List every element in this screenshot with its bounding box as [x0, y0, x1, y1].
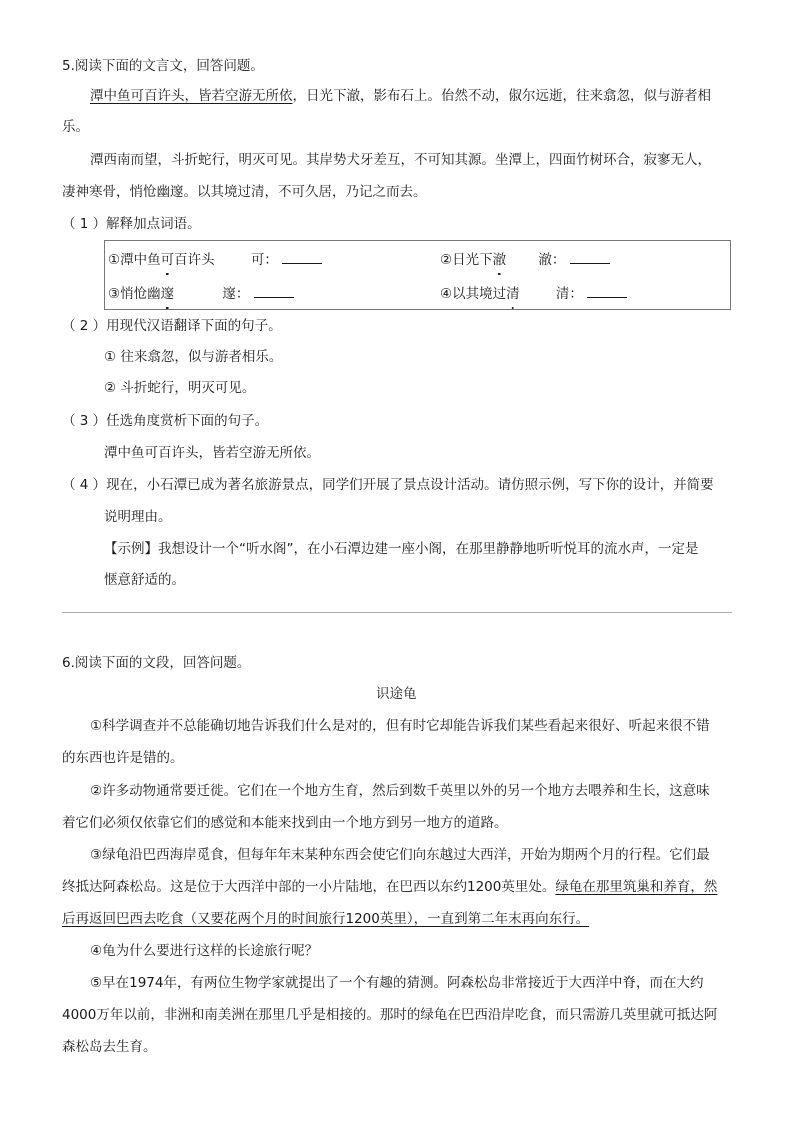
example-text-cont: 惬意舒适的。	[104, 572, 185, 588]
translate-item-1: ① 往来翕忽，似与游者相乐。	[104, 349, 283, 365]
q5-title: 5.阅读下面的文言文，回答问题。	[62, 58, 264, 74]
vocab-item-4: ④以其境过清 清：	[440, 283, 627, 304]
dotted-word: 邃	[160, 286, 175, 302]
example-text: 【示例】我想设计一个“听水阁”，在小石潭边建一座小阁，在那里静静地听听悦耳的流水声，一定是	[104, 541, 699, 557]
q5-sub1-prompt: （ 1 ）解释加点词语。	[62, 216, 201, 232]
answer-blank[interactable]	[254, 283, 294, 298]
para-5-cont: 森松岛去生育。	[62, 1039, 157, 1055]
q5-sub3-sentence: 潭中鱼可百许头，皆若空游无所依。	[104, 445, 320, 461]
vocab-item-2: ②日光下澈 澈：	[440, 249, 610, 270]
dotted-word: 可	[160, 252, 175, 268]
q6-title: 6.阅读下面的文段，回答问题。	[62, 655, 251, 671]
para-1: ①科学调查并不总能确切地告诉我们什么是对的，但有时它却能告诉我们某些看起来很好、听起来很不错	[90, 718, 710, 734]
answer-blank[interactable]	[570, 249, 610, 264]
q5-sub4-prompt: （ 4 ）现在，小石潭已成为著名旅游景点，同学们开展了景点设计活动。请仿照示例，写下你的设计，并简要	[62, 477, 714, 493]
q5-passage-line: 潭中鱼可百许头，皆若空游无所依，日光下澈，影布石上。佁然不动，俶尔远逝，往来翕忽，似与游者相	[90, 88, 711, 104]
para-3: ③绿龟沿巴西海岸觅食，但每年年末某种东西会使它们向东越过大西洋，开始为期两个月的行程。它们最	[90, 847, 710, 863]
para-3-cont: 终抵达阿森松岛。这是位于大西洋中部的一小片陆地，在巴西以东约1200英里处。绿龟在那里筑巢和养育，然	[62, 879, 718, 895]
para-3-cont	[62, 909, 589, 929]
vocab-item-1: ①潭中鱼可百许头 可：	[108, 249, 322, 270]
section-divider	[62, 612, 732, 613]
underlined-sentence: 绿龟在那里筑巢和养育，然	[555, 879, 718, 895]
vocab-item-3: ③悄怆幽邃 邃：	[108, 283, 294, 304]
para-2-cont: 着它们必须仅依靠它们的感觉和本能来找到由一个地方到另一地方的道路。	[62, 815, 508, 831]
answer-blank[interactable]	[587, 283, 627, 298]
q5-passage-line: 凄神寒骨，悄怆幽邃。以其境过清，不可久居，乃记之而去。	[62, 184, 427, 200]
underlined-sentence: 潭中鱼可百许头，皆若空游无所依	[90, 88, 293, 104]
q5-passage-line: 乐。	[62, 119, 89, 135]
underlined-sentence: 后再返回巴西去吃食（又要花两个月的时间旅行1200英里），一直到第二年末再向东行。	[62, 911, 590, 927]
q5-passage-line: 潭西南而望，斗折蛇行，明灭可见。其岸势犬牙差互，不可知其源。坐潭上，四面竹树环合，寂寥无人，	[90, 152, 711, 168]
para-5-cont: 4000万年以前，非洲和南美洲在那里几乎是相接的。那时的绿龟在巴西沿岸吃食，而只需游几英里就可抵达阿	[62, 1007, 718, 1023]
vocab-table	[104, 240, 731, 310]
para-1-cont: 的东西也许是错的。	[62, 750, 184, 766]
para-2: ②许多动物通常要迁徙。它们在一个地方生育，然后到数千英里以外的另一个地方去喂养和生长，这意味	[90, 783, 710, 799]
q5-sub3-prompt: （ 3 ）任选角度赏析下面的句子。	[62, 413, 269, 429]
q5-sub2-prompt: （ 2 ）用现代汉语翻译下面的句子。	[62, 318, 282, 334]
translate-item-2: ② 斗折蛇行，明灭可见。	[104, 380, 256, 396]
q5-sub4-prompt-cont: 说明理由。	[104, 509, 172, 525]
article-title: 识途龟	[376, 686, 417, 702]
answer-blank[interactable]	[282, 249, 322, 264]
para-5: ⑤早在1974年，有两位生物学家就提出了一个有趣的猜测。阿森松岛非常接近于大西洋中脊，而在大约	[90, 975, 704, 991]
para-4: ④龟为什么要进行这样的长途旅行呢？	[90, 943, 319, 959]
dotted-word: 澈	[492, 252, 507, 268]
dotted-word: 清	[506, 286, 520, 302]
